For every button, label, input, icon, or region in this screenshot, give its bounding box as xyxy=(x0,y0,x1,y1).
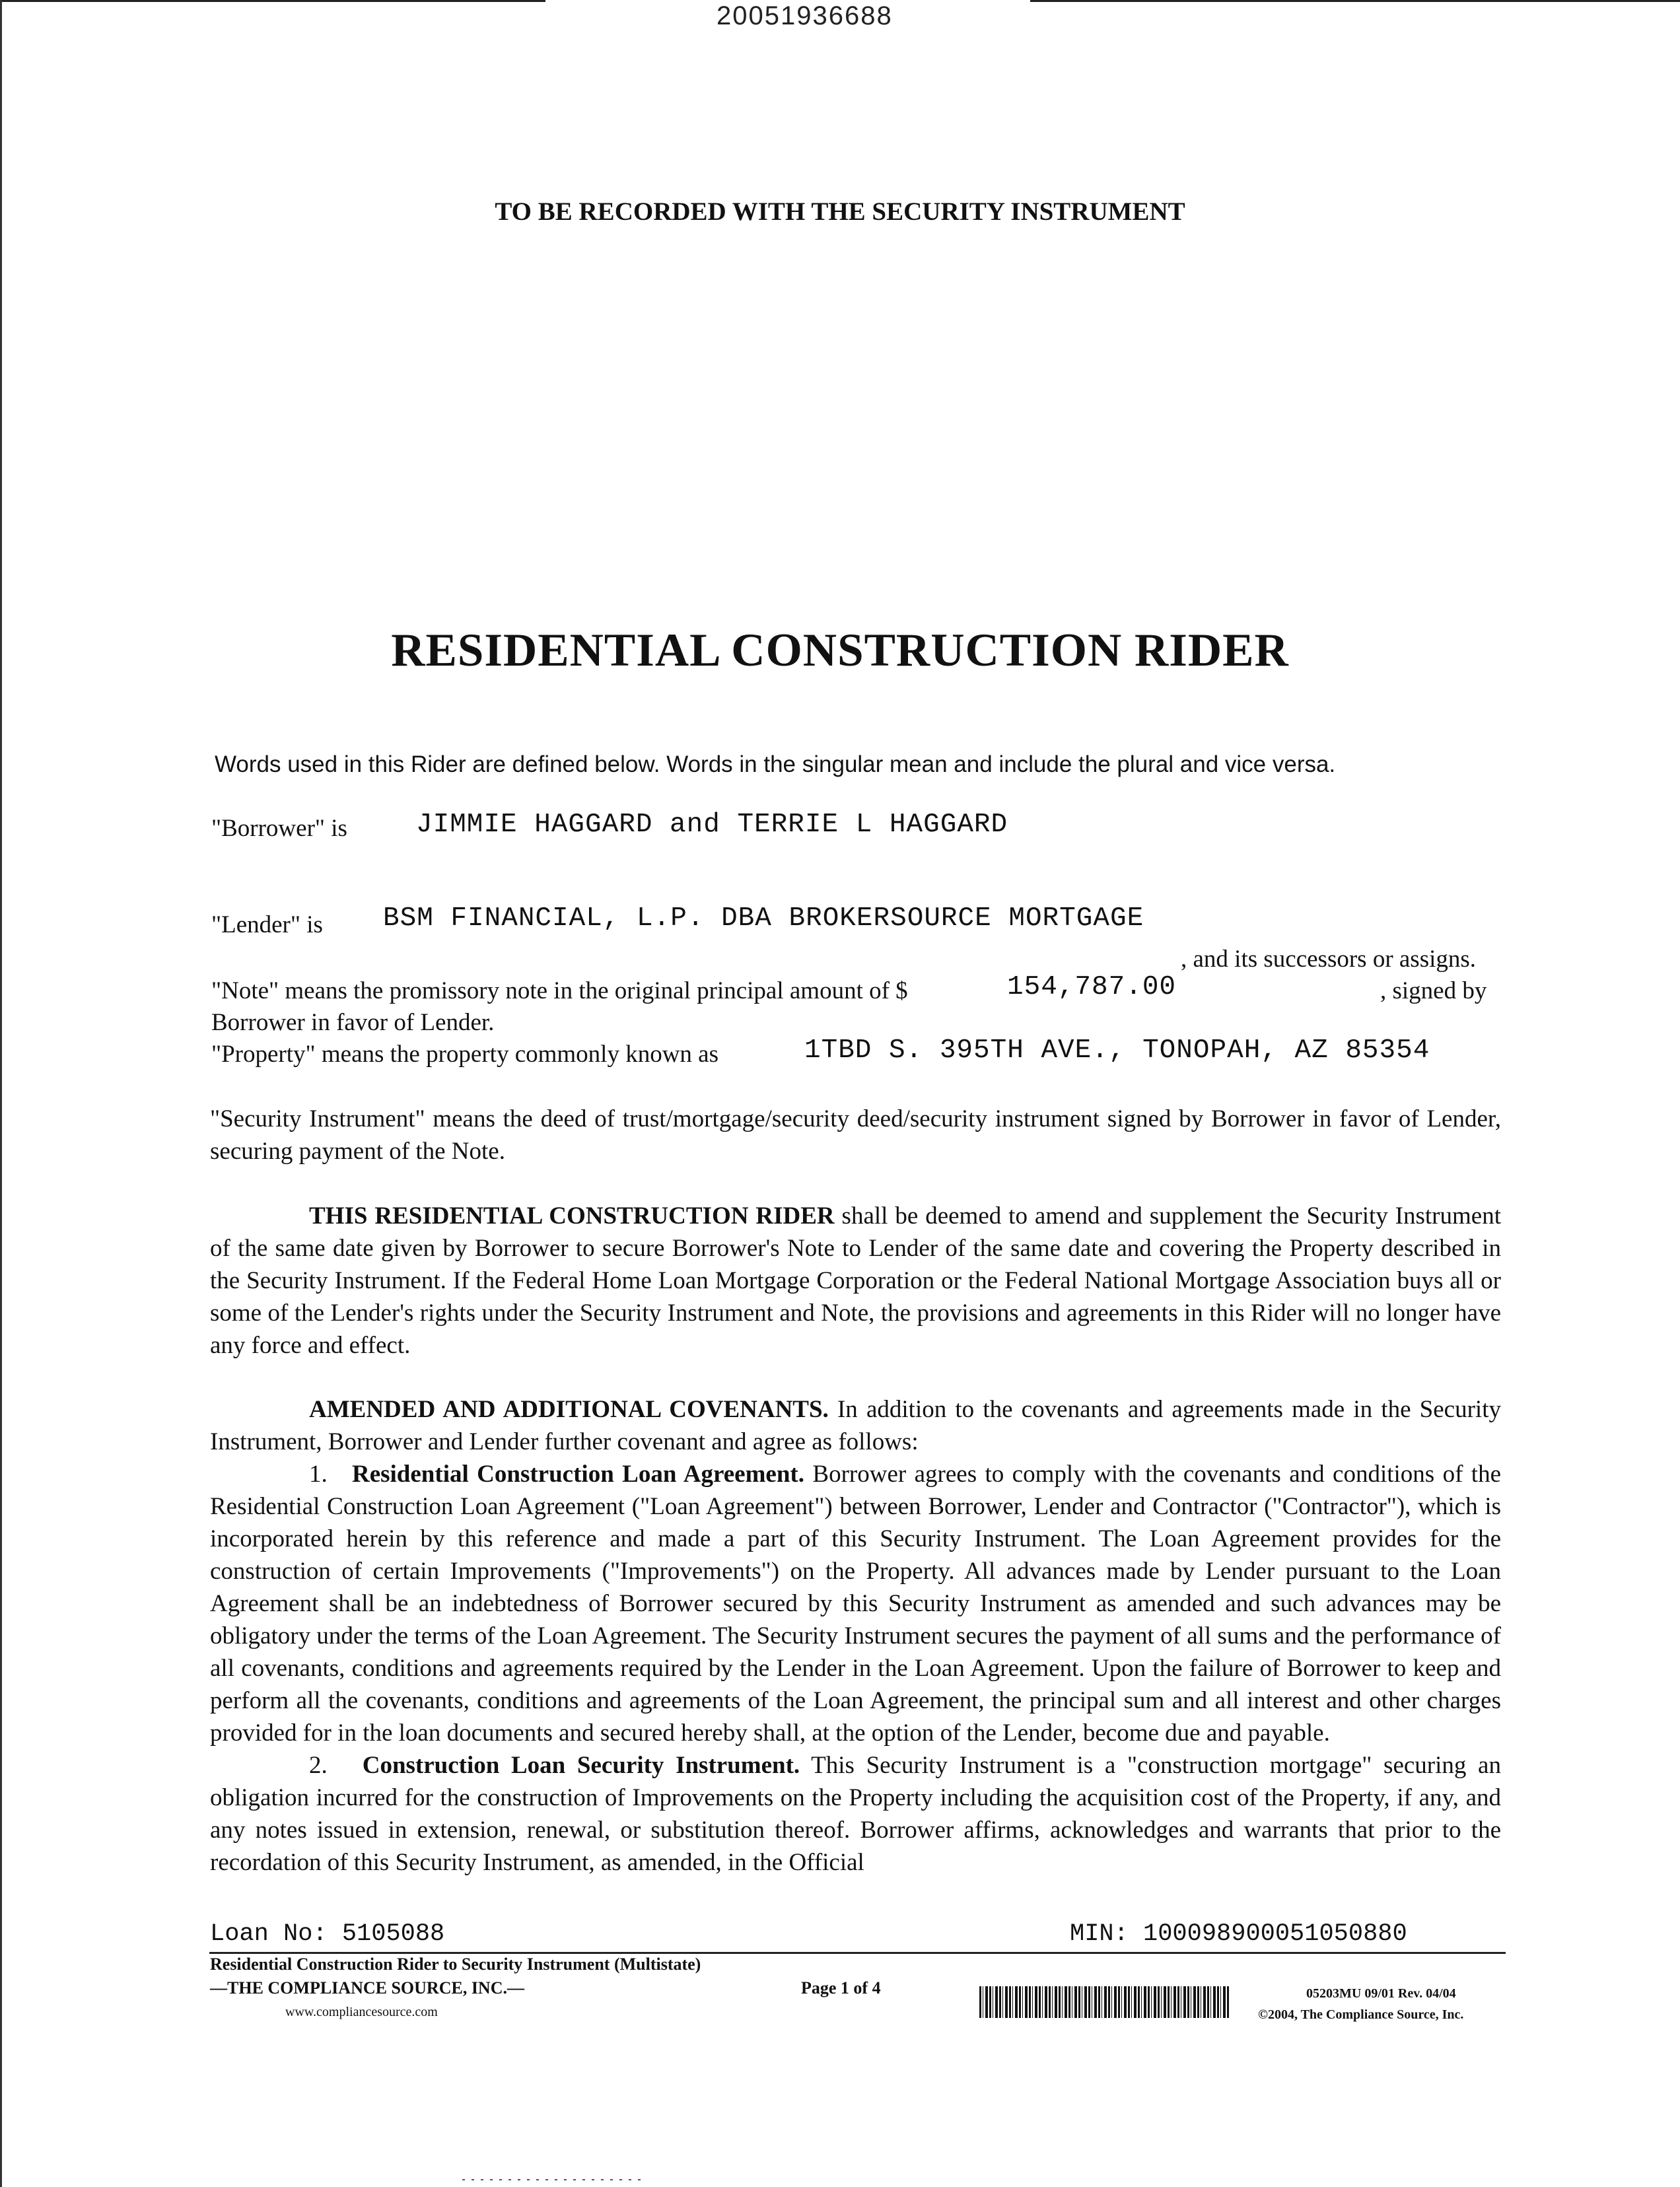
covenant-text: This Security Instrument is a "construction mortgage" securing an obligation incurred for the construction of Improvements on the Property including the acquisition cost of the Property, if any, and any notes issued in extension, renewal, or substitution thereof. Borrower affirms, acknowledges and warrants that prior to the recordation of this Security Instrument, as amended, in the Official xyxy=(210,1752,1501,1876)
page-edge xyxy=(0,0,2,2187)
borrower-label: "Borrower" is xyxy=(211,815,347,842)
note-definition: "Note" means the promissory note in the original principal amount of $ xyxy=(211,977,908,1004)
note-definition-line2: Borrower in favor of Lender. xyxy=(211,1009,495,1036)
rider-lead: THIS RESIDENTIAL CONSTRUCTION RIDER xyxy=(309,1202,835,1230)
publisher-name: —THE COMPLIANCE SOURCE, INC.— xyxy=(210,1978,524,1997)
covenant-number: 1. xyxy=(309,1461,328,1488)
loan-number: Loan No: 5105088 xyxy=(210,1920,445,1948)
covenants-section xyxy=(210,1393,1501,1879)
page-title: RESIDENTIAL CONSTRUCTION RIDER xyxy=(391,625,1289,676)
min-number: MIN: 100098900051050880 xyxy=(1070,1920,1407,1948)
document-number: 20051936688 xyxy=(717,1,893,30)
covenants-lead: AMENDED AND ADDITIONAL COVENANTS. xyxy=(309,1396,829,1423)
top-border-line xyxy=(1030,0,1680,2)
lender-value: BSM FINANCIAL, L.P. DBA BROKERSOURCE MORTGAGE xyxy=(383,903,1144,934)
covenant-number: 2. xyxy=(309,1752,328,1779)
scan-artifact xyxy=(462,2179,647,2180)
covenant-item xyxy=(210,1458,1501,1749)
lender-label: "Lender" is xyxy=(211,911,323,938)
property-label: "Property" means the property commonly known as xyxy=(211,1041,719,1068)
definitions-intro: Words used in this Rider are defined below. Words in the singular mean and include the plural and vice versa. xyxy=(215,751,1336,777)
barcode-icon xyxy=(979,1986,1229,2018)
covenant-text: Borrower agrees to comply with the covenants and conditions of the Residential Construction Loan Agreement ("Loan Agreement") between Borrower, Lender and Contractor ("Contractor"), which is incorporated herein by this reference and made a part of this Security Instrument. The Loan Agreement provides for the construction of certain Improvements ("Improvements") on the Property. All advances made by Lender pursuant to the Loan Agreement shall be an indebtedness of Borrower secured by this Security Instrument as amended and such advances may be obligatory under the terms of the Loan Agreement. The Security Instrument secures the payment of all sums and the performance of all covenants, conditions and agreements required by the Lender in the Loan Agreement. Upon the failure of Borrower to keep and perform all the covenants, conditions and agreements of the Loan Agreement, the principal sum and all interest and other charges provided for in the loan documents and secured hereby shall, at the option of the Lender, become due and payable. xyxy=(210,1461,1502,1747)
covenant-heading: Construction Loan Security Instrument. xyxy=(362,1752,800,1779)
rider-paragraph xyxy=(210,1200,1501,1362)
covenant-heading: Residential Construction Loan Agreement. xyxy=(351,1461,805,1488)
note-amount: 154,787.00 xyxy=(1007,972,1177,1002)
borrower-value: JIMMIE HAGGARD and TERRIE L HAGGARD xyxy=(416,810,1008,840)
form-code: 05203MU 09/01 Rev. 04/04 xyxy=(1306,1986,1456,2001)
security-instrument-text: "Security Instrument" means the deed of trust/mortgage/security deed/security instrument signed by Borrower in favor of Lender, securing payment of the Note. xyxy=(210,1105,1501,1165)
property-value: 1TBD S. 395TH AVE., TONOPAH, AZ 85354 xyxy=(804,1035,1430,1066)
covenant-item xyxy=(210,1749,1501,1879)
footer-divider xyxy=(209,1952,1506,1954)
recording-note: TO BE RECORDED WITH THE SECURITY INSTRUMENT xyxy=(495,197,1185,226)
publisher-website: www.compliancesource.com xyxy=(285,2005,438,2019)
copyright: ©2004, The Compliance Source, Inc. xyxy=(1258,2007,1464,2022)
form-title: Residential Construction Rider to Security Instrument (Multistate) xyxy=(210,1955,701,1974)
page-number: Page 1 of 4 xyxy=(801,1978,881,1997)
security-instrument-definition xyxy=(210,1103,1501,1167)
top-border-line xyxy=(0,0,545,2)
covenants-intro: In addition to the covenants and agreements made in the Security Instrument, Borrower and Lender further covenant and agree as follows: xyxy=(210,1396,1501,1455)
lender-successors: , and its successors or assigns. xyxy=(1181,946,1477,973)
note-signed-by: , signed by xyxy=(1380,977,1487,1004)
rider-text: shall be deemed to amend and supplement the Security Instrument of the same date given by Borrower to secure Borrower's Note to Lender of the same date and covering the Property described in the Security Instrument. If the Federal Home Loan Mortgage Corporation or the Federal National Mortgage Association buys all or some of the Lender's rights under the Security Instrument and Note, the provisions and agreements in this Rider will no longer have any force and effect. xyxy=(210,1202,1501,1359)
